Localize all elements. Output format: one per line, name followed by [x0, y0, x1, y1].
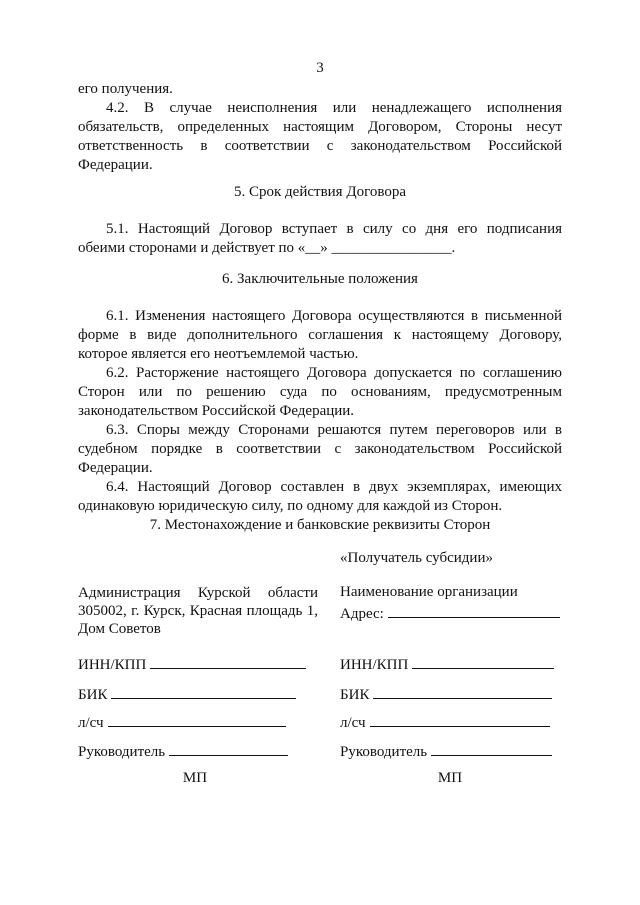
clause-6-3: 6.3. Споры между Сторонами решаются путем переговоров или в судебном порядке в соответствии с законодательством Российской Федерации.: [78, 422, 562, 476]
right-head-line: [431, 741, 552, 756]
left-stamp-label: МП: [182, 770, 208, 786]
organization-name-label: Наименование организации: [340, 584, 518, 600]
left-bik-field: [78, 684, 296, 704]
right-account-field: [340, 712, 550, 732]
left-head-field: [78, 741, 288, 761]
right-bik-line: [373, 684, 552, 699]
right-address-line: [388, 603, 560, 618]
right-stamp-label: МП: [437, 770, 463, 786]
right-inn-label: ИНН/КПП: [340, 657, 409, 673]
clause-6-2: 6.2. Расторжение настоящего Договора допускается по соглашению Сторон или по решению суда по основаниям, предусмотренным законодательством Российской Федерации.: [78, 365, 562, 419]
clause-6-1: 6.1. Изменения настоящего Договора осуществляются в письменной форме в виде дополнительного соглашения к настоящему Договору, которое является его неотъемлемой частью.: [78, 308, 562, 362]
section-6-heading: 6. Заключительные положения: [222, 271, 418, 287]
section-7-heading: 7. Местонахождение и банковские реквизиты Сторон: [149, 517, 491, 533]
left-account-line: [108, 712, 286, 727]
right-bik-label: БИК: [340, 687, 370, 703]
section-4-text: [78, 80, 562, 175]
administration-address: Администрация Курской области 305002, г. Курск, Красная площадь 1, Дом Советов: [78, 585, 318, 637]
clause-5-1: 5.1. Настоящий Договор вступает в силу со дня его подписания обеими сторонами и действует по «__» ________________.: [78, 221, 562, 256]
right-address-label: Адрес:: [340, 606, 384, 622]
left-inn-field: [78, 654, 306, 674]
left-bik-label: БИК: [78, 687, 108, 703]
right-bik-field: [340, 684, 552, 704]
clause-6-4: 6.4. Настоящий Договор составлен в двух экземплярах, имеющих одинаковую юридическую силу, по одному для каждой из Сторон.: [78, 479, 562, 514]
right-inn-line: [412, 654, 554, 669]
section-4-continuation: его получения.: [78, 81, 173, 97]
left-account-label: л/сч: [78, 715, 104, 731]
left-head-label: Руководитель: [78, 744, 166, 760]
left-head-line: [169, 741, 288, 756]
page-number: 3: [316, 60, 324, 76]
right-account-line: [370, 712, 550, 727]
right-account-label: л/сч: [340, 715, 366, 731]
right-head-field: [340, 741, 552, 761]
left-inn-label: ИНН/КПП: [78, 657, 147, 673]
right-head-label: Руководитель: [340, 744, 428, 760]
right-inn-field: [340, 654, 554, 674]
left-account-field: [78, 712, 286, 732]
section-5-heading: 5. Срок действия Договора: [234, 184, 406, 200]
section-6-text: [78, 307, 562, 516]
left-inn-line: [150, 654, 306, 669]
right-address-field: [340, 603, 560, 623]
clause-4-2: 4.2. В случае неисполнения или ненадлежащего исполнения обязательств, определенных настоящим Договором, Стороны несут ответственность в соответствии с законодательством Российской Федерации.: [78, 100, 562, 173]
section-5-text: [78, 220, 562, 258]
left-bik-line: [111, 684, 296, 699]
recipient-header: «Получатель субсидии»: [340, 550, 493, 566]
